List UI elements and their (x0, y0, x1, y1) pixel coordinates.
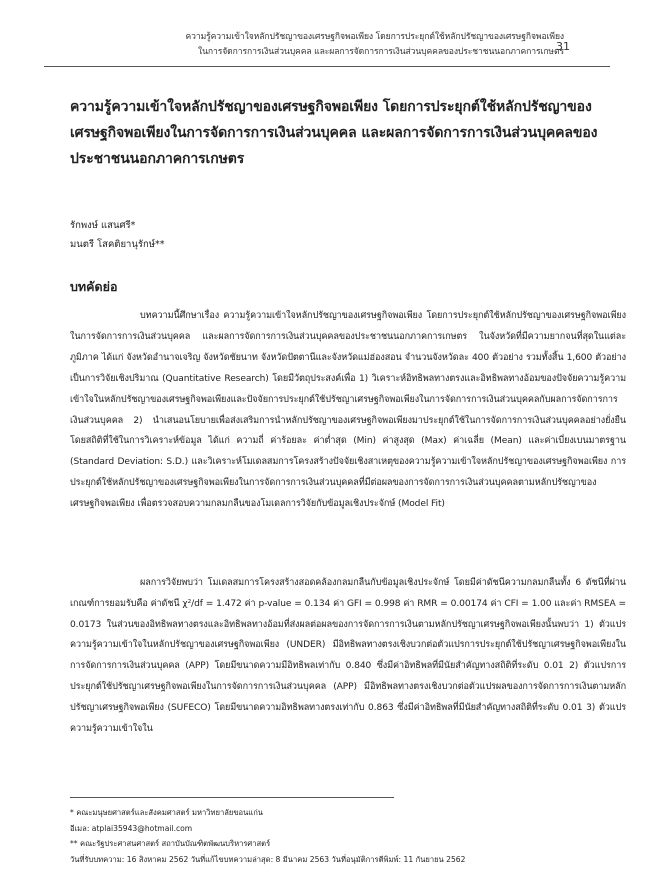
footnote-email: อีเมล: atplai35943@hotmail.com (70, 823, 193, 833)
author-2: มนตรี โสคติยานุรักษ์** (70, 239, 165, 250)
running-header (44, 30, 564, 60)
page (44, 30, 626, 872)
footnotes (70, 805, 610, 867)
footnote-affiliation-1: * คณะมนุษยศาสตร์และสังคมศาสตร์ มหาวิทยาลัยขอนแก่น (70, 808, 263, 817)
abstract-paragraph-1: บทความนี้ศึกษาเรื่อง ความรู้ความเข้าใจหลักปรัชญาของเศรษฐกิจพอเพียง โดยการประยุกต์ใช้หลักปรัชญาของเศรษฐกิจพอเพียงในการจัดการการเงินส่วนบุคคล และผลการจัดการการเงินส่วนบุคคลของประชาชนนอกภาคการเกษตร ในจังหวัดที่มีความยากจนที่สุดในแต่ละภูมิภาค ได้แก่ จังหวัดอำนาจเจริญ จังหวัดชัยนาท จังหวัดปัตตานีและจังหวัดแม่ฮ่องสอน จำนวนจังหวัดละ 400 ตัวอย่าง รวมทั้งสิ้น 1,600 ตัวอย่าง เป็นการวิจัยเชิงปริมาณ (Quantitative Research) โดยมีวัตถุประสงค์เพื่อ 1) วิเคราะห์อิทธิพลทางตรงและอิทธิพลทางอ้อมของปัจจัยความรู้ความเข้าใจในหลักปรัชญาของเศรษฐกิจพอเพียงและปัจจัยการประยุกต์ใช้ปรัชญาเศรษฐกิจพอเพียงในการจัดการการเงินส่วนบุคคลกับผลการจัดการการเงินส่วนบุคคล 2) นำเสนอนโยบายเพื่อส่งเสริมการนำหลักปรัชญาของเศรษฐกิจพอเพียงมาประยุกต์ใช้ในการจัดการการเงินส่วนบุคคลอย่างยั่งยืน โดยสถิติที่ใช้ในการวิเคราะห์ข้อมูล ได้แก่ ความถี่ ค่าร้อยละ ค่าต่ำสุด (Min) ค่าสูงสุด (Max) ค่าเฉลี่ย (Mean) และค่าเบี่ยงเบนมาตรฐาน (Standard Deviation: S.D.) และวิเคราะห์โมเดลสมการโครงสร้างปัจจัยเชิงสาเหตุของความรู้ความเข้าใจหลักปรัชญาของเศรษฐกิจพอเพียง การประยุกต์ใช้หลักปรัชญาของเศรษฐกิจพอเพียงในการจัดการการเงินส่วนบุคคลที่มีต่อผลของการจัดการการเงินส่วนบุคคลตามหลักปรัชญาของเศรษฐกิจพอเพียง เพื่อตรวจสอบความกลมกลืนของโมเดลการวิจัยกับข้อมูลเชิงประจักษ์ (Model Fit) (70, 311, 626, 510)
footnote-dates: วันที่รับบทความ: 16 สิงหาคม 2562 วันที่แก้ไขบทความล่าสุด: 8 มีนาคม 2563 วันที่อนุมัติการตีพิมพ์: 11 กันยายน 2562 (70, 854, 466, 864)
abstract-paragraph-2: ผลการวิจัยพบว่า โมเดลสมการโครงสร้างสอดคล้องกลมกลืนกับข้อมูลเชิงประจักษ์ โดยมีค่าดัชนีความกลมกลืนทั้ง 6 ดัชนีที่ผ่านเกณฑ์การยอมรับคือ ค่าดัชนี χ²/df = 1.472 ค่า p-value = 0.134 ค่า GFI = 0.998 ค่า RMR = 0.00174 ค่า CFI = 1.00 และค่า RMSEA = 0.0173 ในส่วนของอิทธิพลทางตรงและอิทธิพลทางอ้อมที่ส่งผลต่อผลของการจัดการการเงินตามหลักปรัชญาเศรษฐกิจพอเพียงนั้นพบว่า 1) ตัวแปรความรู้ความเข้าใจในหลักปรัชญาของเศรษฐกิจพอเพียง (UNDER) มีอิทธิพลทางตรงเชิงบวกต่อตัวแปรการประยุกต์ใช้ปรัชญาเศรษฐกิจพอเพียงในการจัดการการเงินส่วนบุคคล (APP) โดยมีขนาดความมีอิทธิพลเท่ากับ 0.840 ซึ่งมีค่าอิทธิพลที่มีนัยสำคัญทางสถิติที่ระดับ 0.01 2) ตัวแปรการประยุกต์ใช้ปรัชญาเศรษฐกิจพอเพียงในการจัดการการเงินส่วนบุคคล (APP) มีอิทธิพลทางตรงเชิงบวกต่อตัวแปรผลของการจัดการการเงินตามหลักปรัชญาเศรษฐกิจพอเพียง (SUFECO) โดยมีขนาดความอิทธิพลทางตรงเท่ากับ 0.863 ซึ่งมีค่าอิทธิพลที่มีนัยสำคัญทางสถิติที่ระดับ 0.01 3) ตัวแปรความรู้ความเข้าใจใน (70, 578, 626, 734)
page-number: 31 (556, 40, 570, 53)
abstract-heading: บทคัดย่อ (70, 279, 118, 294)
footnote-divider (70, 797, 394, 798)
article-title: ความรู้ความเข้าใจหลักปรัชญาของเศรษฐกิจพอเพียง โดยการประยุกต์ใช้หลักปรัชญาของเศรษฐกิจพอเพียงในการจัดการการเงินส่วนบุคคล และผลการจัดการการเงินส่วนบุคคลของประชาชนนอกภาคการเกษตร (70, 99, 598, 167)
author-1: รักพงษ์ แสนศรี* (70, 220, 136, 231)
author-list (70, 216, 370, 254)
header-divider (44, 66, 610, 67)
running-header-line2: ในการจัดการการเงินส่วนบุคคล และผลการจัดการการเงินส่วนบุคคลของประชาชนนอกภาคการเกษตร (198, 47, 564, 57)
footnote-affiliation-2: ** คณะรัฐประศาสนศาสตร์ สถาบันบัณฑิตพัฒนบริหารศาสตร์ (70, 839, 271, 848)
running-header-line1: ความรู้ความเข้าใจหลักปรัชญาของเศรษฐกิจพอเพียง โดยการประยุกต์ใช้หลักปรัชญาของเศรษฐกิจพอเพียง (185, 32, 564, 42)
